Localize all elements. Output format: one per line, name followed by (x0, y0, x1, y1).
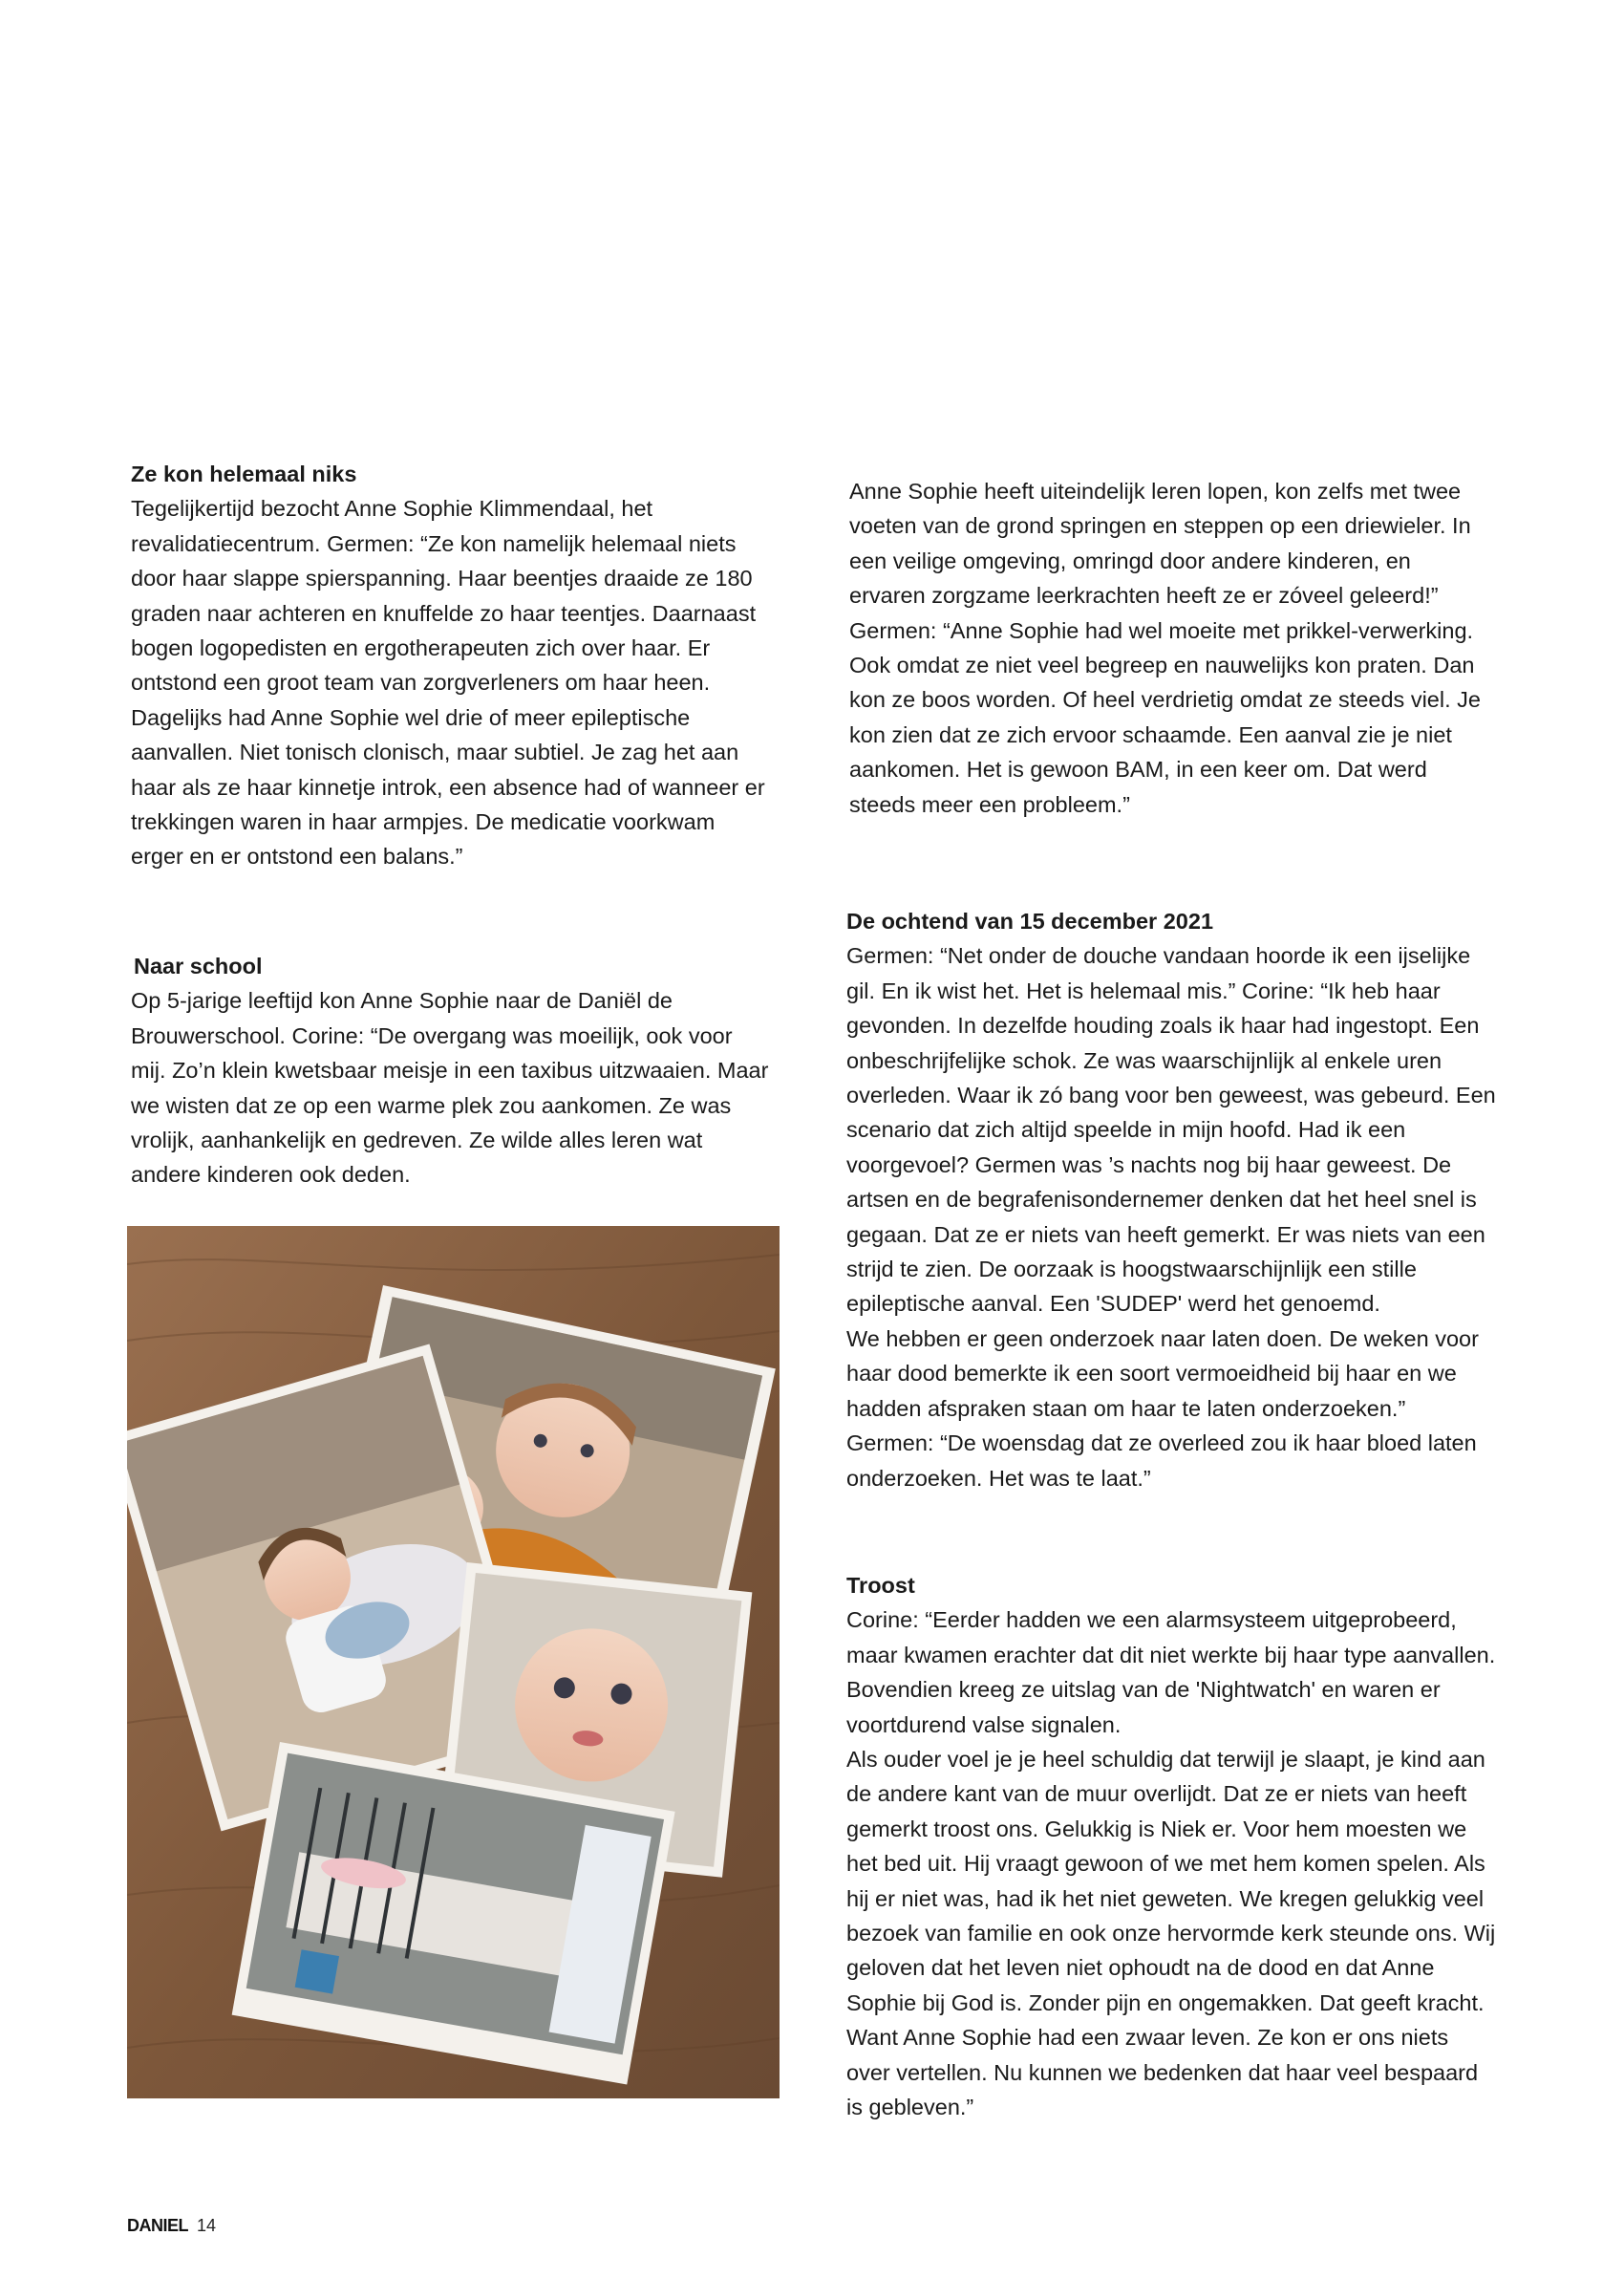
section-continuation (849, 474, 1489, 822)
section-body: Op 5-jarige leeftijd kon Anne Sophie naar de Daniël de Brouwerschool. Corine: “De overgang was moeilijk, ook voor mij. Zo’n klein kwetsbaar meisje in een taxibus uitzwaaien. Maar we wisten dat ze op een warme plek zou aankomen. Ze was vrolijk, aanhankelijk en gedreven. Ze wilde alles leren wat andere kinderen ook deden. (131, 988, 769, 1188)
paragraph: We hebben er geen onderzoek naar laten doen. De weken voor haar dood bemerkte ik een soort vermoeidheid bij haar en we hadden afspraken staan om haar te laten onderzoeken.” Germen: “De woensdag dat ze overleed zou ik haar bloed laten onderzoeken. Het was te laat.” (846, 1325, 1479, 1491)
magazine-logo: DANIEL (127, 2216, 188, 2235)
section-heading: Troost (846, 1573, 915, 1598)
section-de-ochtend (846, 904, 1496, 1495)
paragraph: Germen: “Anne Sophie had wel moeite met prikkel-verwerking. Ook omdat ze niet veel begreep en nauwelijks kon praten. Dan kon ze boos worden. Of heel verdrietig omdat ze steeds viel. Je kon zien dat ze zich ervoor schaamde. Een aanval zie je niet aankomen. Het is gewoon BAM, in een keer om. Dat werd steeds meer een probleem.” (849, 617, 1481, 817)
paragraph: Als ouder voel je je heel schuldig dat terwijl je slaapt, je kind aan de andere kant van de muur overlijdt. Dat ze er niets van heeft gemerkt troost ons. Gelukkig is Niek er. Voor hem moesten we het bed uit. Hij vraagt gewoon of we met hem komen spelen. Als hij er niet was, had ik het niet geweten. We kregen gelukkig veel bezoek van familie en ook onze hervormde kerk steunde ons. Wij geloven dat het leven niet ophoudt na de dood en dat Anne Sophie bij God is. Zonder pijn en ongemakken. Dat geeft kracht. (846, 1747, 1496, 2015)
section-heading: Ze kon helemaal niks (131, 462, 357, 486)
section-ze-kon-helemaal-niks (131, 457, 771, 874)
paragraph: Corine: “Eerder hadden we een alarmsysteem uitgeprobeerd, maar kwamen erachter dat dit niet werkte bij haar type aanvallen. Bovendien kreeg ze uitslag van de 'Nightwatch' en waren er voortdurend valse signalen. (846, 1607, 1496, 1737)
section-naar-school (131, 949, 771, 1193)
photo-collage-graphic (127, 1226, 780, 2098)
page-footer (127, 2216, 216, 2245)
paragraph: Anne Sophie heeft uiteindelijk leren lopen, kon zelfs met twee voeten van de grond springen en steppen op een driewieler. In een veilige omgeving, omringd door andere kinderen, en ervaren zorgzame leerkrachten heeft ze er zóveel geleerd!” (849, 479, 1471, 609)
section-heading: Naar school (134, 954, 263, 978)
photo-collage (127, 1226, 780, 2098)
paragraph: Germen: “Net onder de douche vandaan hoorde ik een ijselijke gil. En ik wist het. Het is helemaal mis.” Corine: “Ik heb haar gevonden. In dezelfde houding zoals ik haar had ingestopt. Een onbeschrijfelijke schok. Ze was waarschijnlijk al enkele uren overleden. Waar ik zó bang voor ben geweest, was gebeurd. Een scenario dat zich altijd speelde in mijn hoofd. Had ik een voorgevoel? Germen was ’s nachts nog bij haar geweest. De artsen en de begrafenisondernemer denken dat het heel snel is gegaan. Dat ze er niets van heeft gemerkt. Er was niets van een strijd te zien. De oorzaak is hoogstwaarschijnlijk een stille epileptische aanval. Een 'SUDEP' werd het genoemd. (846, 943, 1496, 1317)
page-number: 14 (197, 2216, 217, 2235)
section-heading: De ochtend van 15 december 2021 (846, 909, 1214, 934)
section-troost (846, 1568, 1496, 2125)
paragraph: Want Anne Sophie had een zwaar leven. Ze kon er ons niets over vertellen. Nu kunnen we bedenken dat haar veel bespaard is gebleven.” (846, 2025, 1479, 2120)
section-body: Tegelijkertijd bezocht Anne Sophie Klimmendaal, het revalidatiecentrum. Germen: “Ze kon namelijk helemaal niets door haar slappe spierspanning. Haar beentjes draaide ze 180 graden naar achteren en knuffelde zo haar teentjes. Daarnaast bogen logopedisten en ergotherapeuten zich over haar. Er ontstond een groot team van zorgverleners om haar heen. Dagelijks had Anne Sophie wel drie of meer epileptische aanvallen. Niet tonisch clonisch, maar subtiel. Je zag het aan haar als ze haar kinnetje introk, een absence had of wanneer er trekkingen waren in haar armpjes. De medicatie voorkwam erger en er ontstond een balans.” (131, 496, 765, 870)
